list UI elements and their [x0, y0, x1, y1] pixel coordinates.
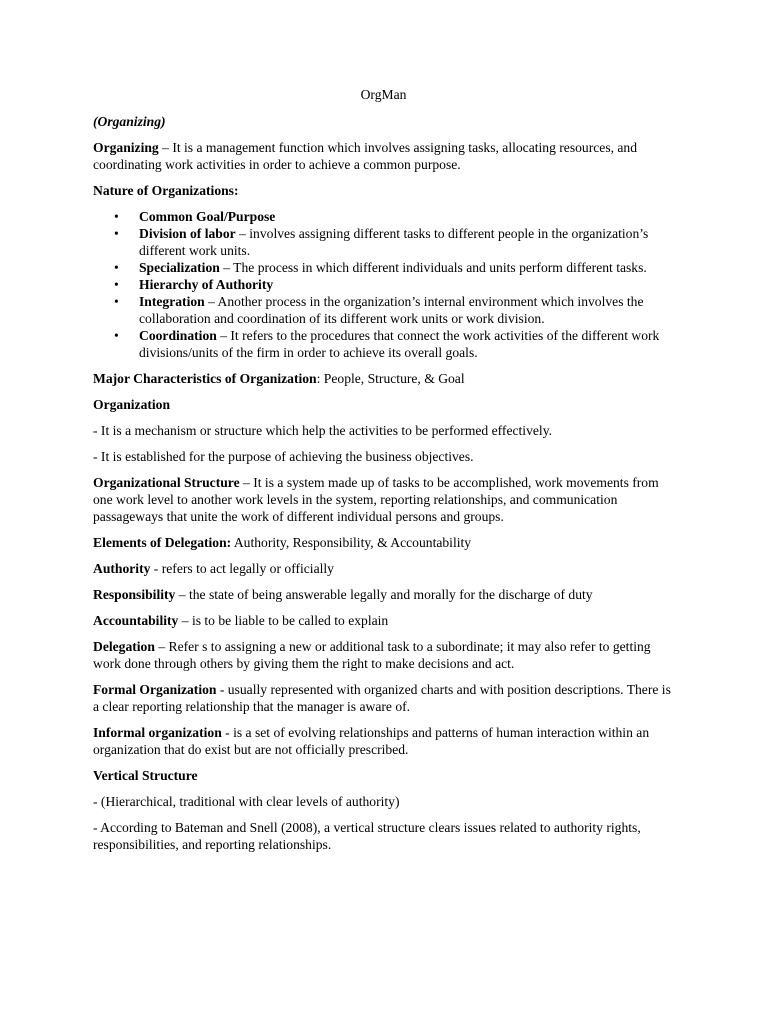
organization-heading: Organization	[93, 397, 171, 412]
bullet-icon: •	[114, 226, 119, 241]
item-term: Common Goal/Purpose	[139, 209, 276, 224]
definition-text: – Refer s to assigning a new or additional task to a subordinate; it may also refer to getting work done through others by giving them the right to make decisions and act.	[93, 639, 651, 671]
nature-heading: Nature of Organizations:	[93, 183, 239, 198]
list-item	[114, 259, 674, 276]
authority-definition	[93, 560, 674, 577]
definition-term: Delegation	[93, 639, 155, 654]
item-term: Specialization	[139, 260, 220, 275]
informal-organization-definition	[93, 724, 674, 758]
definition-text: - usually represented with organized charts and with position descriptions. There is a clear reporting relationship that the manager is aware of.	[93, 682, 671, 714]
definition-term: Authority	[93, 561, 151, 576]
major-characteristics	[93, 370, 674, 387]
definition-term: Formal Organization	[93, 682, 217, 697]
definition-text: Authority, Responsibility, & Accountability	[231, 535, 472, 550]
definition-text: - refers to act legally or officially	[150, 561, 334, 576]
bullet-icon: •	[114, 294, 119, 309]
organization-line-1: - It is a mechanism or structure which help the activities to be performed effectively.	[93, 423, 553, 438]
definition-text: - is a set of evolving relationships and patterns of human interaction within an organization that do exist but are not officially prescribed.	[93, 725, 650, 757]
page-header: OrgMan	[360, 87, 407, 102]
definition-text: – the state of being answerable legally and morally for the discharge of duty	[175, 587, 593, 602]
nature-list	[93, 208, 674, 361]
vertical-structure-line-1: - (Hierarchical, traditional with clear levels of authority)	[93, 794, 400, 809]
accountability-definition	[93, 612, 674, 629]
definition-term: Elements of Delegation:	[93, 535, 232, 550]
item-text: – The process in which different individuals and units perform different tasks.	[219, 260, 647, 275]
definition-text: – is to be liable to be called to explain	[178, 613, 389, 628]
list-item	[114, 208, 674, 225]
list-item	[114, 276, 674, 293]
definition-text: : People, Structure, & Goal	[316, 371, 465, 386]
bullet-icon: •	[114, 260, 119, 275]
definition-term: Major Characteristics of Organization	[93, 371, 317, 386]
organizational-structure-definition	[93, 474, 674, 525]
section-subtitle: (Organizing)	[93, 114, 166, 129]
delegation-definition	[93, 638, 674, 672]
item-term: Coordination	[139, 328, 217, 343]
definition-term: Informal organization	[93, 725, 222, 740]
definition-term: Organizing	[93, 140, 159, 155]
item-term: Hierarchy of Authority	[139, 277, 274, 292]
item-term: Integration	[139, 294, 205, 309]
list-item	[114, 327, 674, 361]
item-text: – Another process in the organization’s internal environment which involves the collaboration and coordination of its different work units or work division.	[139, 294, 644, 326]
list-item	[114, 293, 674, 327]
list-item	[114, 225, 674, 259]
organization-line-2: - It is established for the purpose of achieving the business objectives.	[93, 449, 474, 464]
vertical-structure-line-2: - According to Bateman and Snell (2008), a vertical structure clears issues related to authority rights, responsibilities, and reporting relationships.	[93, 820, 641, 852]
formal-organization-definition	[93, 681, 674, 715]
definition-term: Organizational Structure	[93, 475, 240, 490]
item-text: – involves assigning different tasks to different people in the organization’s different work units.	[139, 226, 649, 258]
item-text: – It refers to the procedures that connect the work activities of the different work divisions/units of the firm in order to achieve its overall goals.	[139, 328, 660, 360]
definition-text: – It is a management function which involves assigning tasks, allocating resources, and coordinating work activities in order to achieve a common purpose.	[93, 140, 638, 172]
item-term: Division of labor	[139, 226, 236, 241]
vertical-structure-heading: Vertical Structure	[93, 768, 198, 783]
bullet-icon: •	[114, 328, 119, 343]
responsibility-definition	[93, 586, 674, 603]
bullet-icon: •	[114, 209, 119, 224]
definition-text: – It is a system made up of tasks to be accomplished, work movements from one work level to another work levels in the system, reporting relationships, and communication passageways that unite the work of different individual persons and groups.	[93, 475, 659, 524]
definition-term: Accountability	[93, 613, 179, 628]
organizing-definition	[93, 139, 674, 173]
definition-term: Responsibility	[93, 587, 176, 602]
bullet-icon: •	[114, 277, 119, 292]
elements-of-delegation	[93, 534, 674, 551]
